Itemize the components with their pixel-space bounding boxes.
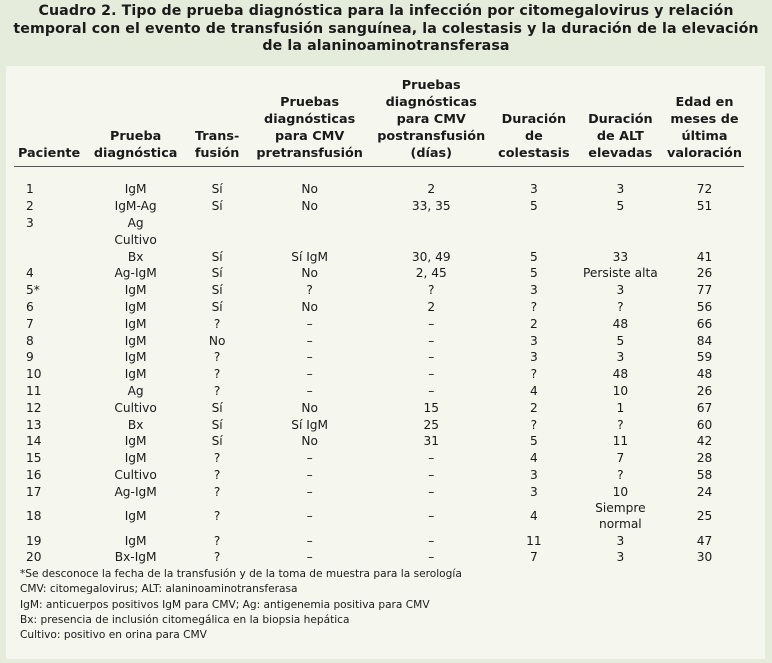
footnotes: [20, 567, 720, 643]
cell-post: –: [428, 451, 435, 466]
cell-alt: 10: [612, 383, 629, 398]
cell-edad: 30: [696, 550, 713, 565]
table-row: [14, 231, 744, 248]
table-row: [14, 416, 744, 433]
table-panel: [6, 66, 765, 659]
cell-alt: 48: [612, 316, 629, 331]
cell-edad: 84: [696, 333, 713, 348]
cell-alt: 3: [616, 550, 625, 565]
table-row: [14, 299, 744, 316]
table-row: [14, 315, 744, 332]
table-row: [14, 467, 744, 484]
cell-edad: [665, 231, 744, 248]
cell-transfusion: ?: [213, 451, 221, 466]
cell-post: –: [428, 484, 435, 499]
cell-edad: 42: [696, 434, 713, 449]
cell-transfusion: ?: [213, 484, 221, 499]
cell-prueba: Ag: [127, 383, 144, 398]
cell-prueba: IgM: [124, 509, 147, 524]
cell-colestasis: [492, 215, 576, 232]
cell-post: –: [428, 509, 435, 524]
cell-colestasis: 3: [530, 484, 538, 499]
cell-prueba: IgM: [124, 316, 147, 331]
cell-post: 33, 35: [411, 199, 451, 214]
cell-edad: 66: [696, 316, 713, 331]
cell-colestasis: 2: [530, 316, 538, 331]
cell-transfusion: Sí: [211, 266, 223, 281]
cell-alt: 5: [616, 333, 625, 348]
cell-edad: 51: [696, 199, 713, 214]
cell-paciente: 10: [26, 367, 42, 382]
cell-colestasis: ?: [530, 367, 538, 382]
cell-alt: 3: [616, 533, 625, 548]
cell-post: –: [428, 533, 435, 548]
cell-edad: 60: [696, 417, 713, 432]
cell-pre: No: [301, 266, 318, 281]
cell-transfusion: Sí: [211, 417, 223, 432]
cell-paciente: 3: [26, 215, 34, 230]
cell-paciente: 8: [26, 333, 34, 348]
cell-transfusion: ?: [213, 367, 221, 382]
cell-alt: [576, 215, 665, 232]
cell-colestasis: 3: [530, 467, 538, 482]
cell-colestasis: 5: [530, 249, 538, 264]
cell-edad: [665, 215, 744, 232]
cell-prueba: Bx: [127, 249, 144, 264]
cell-transfusion: ?: [213, 350, 221, 365]
table-row: [14, 399, 744, 416]
cell-alt: 5: [616, 199, 625, 214]
cell-paciente: 12: [26, 400, 42, 415]
col-header-paciente: Paciente: [18, 146, 81, 161]
cell-transfusion: ?: [213, 467, 221, 482]
cell-prueba: IgM: [124, 533, 147, 548]
cell-paciente: 5*: [26, 283, 40, 298]
cell-pre: –: [306, 533, 313, 548]
cell-prueba: Cultivo: [114, 400, 157, 415]
cell-transfusion: ?: [213, 550, 221, 565]
cell-colestasis: 3: [530, 350, 538, 365]
cell-edad: 77: [696, 283, 713, 298]
table-row: [14, 198, 744, 215]
cell-colestasis: 5: [530, 434, 538, 449]
cell-prueba: Ag-IgM: [114, 266, 157, 281]
cell-alt: ?: [617, 467, 624, 482]
cell-pre: Sí IgM: [291, 249, 329, 264]
cell-post: –: [428, 367, 435, 382]
cell-post: 30, 49: [411, 249, 451, 264]
cell-prueba: Ag: [127, 215, 144, 230]
cell-transfusion: [185, 231, 248, 248]
cell-paciente: 9: [26, 350, 34, 365]
table-row: [14, 549, 744, 566]
cell-paciente: 11: [26, 383, 42, 398]
cell-alt: 11: [612, 434, 629, 449]
cell-pre: No: [301, 400, 318, 415]
cell-alt: Persiste alta: [582, 266, 658, 281]
cell-paciente: 17: [26, 484, 42, 499]
cell-paciente: 7: [26, 316, 34, 331]
cell-paciente: 14: [26, 434, 42, 449]
cell-pre: ?: [306, 283, 313, 298]
cell-prueba: IgM: [124, 434, 147, 449]
cell-pre: No: [301, 434, 318, 449]
cell-alt: 3: [616, 283, 625, 298]
cell-colestasis: 5: [530, 266, 538, 281]
cell-edad: 72: [696, 182, 713, 197]
table-row: [14, 265, 744, 282]
cell-paciente: 1: [26, 182, 34, 197]
cell-transfusion: No: [208, 333, 226, 348]
cell-pre: –: [306, 550, 313, 565]
cell-alt: 3: [616, 182, 625, 197]
col-header-colestasis: Duración de colestasis: [498, 112, 570, 161]
table-row: [14, 483, 744, 500]
cell-alt: 48: [612, 367, 629, 382]
cell-post: –: [428, 550, 435, 565]
cell-alt: ?: [617, 299, 624, 314]
cell-pre: –: [306, 509, 313, 524]
cell-post: [370, 231, 492, 248]
cell-edad: 48: [696, 367, 713, 382]
cell-prueba: IgM-Ag: [114, 199, 157, 214]
col-header-prueba: Prueba diagnóstica: [93, 129, 178, 161]
cell-pre: –: [306, 333, 313, 348]
cell-post: –: [428, 467, 435, 482]
cell-post: 2: [427, 299, 436, 314]
cell-transfusion: Sí: [211, 283, 223, 298]
cell-post: –: [428, 350, 435, 365]
cell-alt: [576, 231, 665, 248]
col-header-post: Pruebas diagnósticas para CMV postransfusión (días): [377, 78, 486, 161]
cell-transfusion: ?: [213, 533, 221, 548]
footnote: CMV: citomegalovirus; ALT: alaninoaminotransferasa: [20, 583, 298, 596]
cell-pre: No: [301, 199, 318, 214]
cell-pre: –: [306, 350, 313, 365]
footnote: *Se desconoce la fecha de la transfusión y de la toma de muestra para la serología: [20, 568, 462, 580]
cell-post: 25: [423, 417, 439, 432]
cell-pre: Sí IgM: [291, 417, 329, 432]
cell-prueba: Ag-IgM: [114, 484, 157, 499]
cell-pre: –: [306, 484, 313, 499]
cell-colestasis: 3: [530, 333, 538, 348]
cell-prueba: IgM: [124, 283, 147, 298]
table-row: [14, 366, 744, 383]
footnote: IgM: anticuerpos positivos IgM para CMV; Ag: antigenemia positiva para CMV: [20, 598, 430, 611]
cell-transfusion: Sí: [211, 182, 223, 197]
cell-alt: ?: [617, 417, 624, 432]
cell-transfusion: ?: [213, 383, 221, 398]
cell-prueba: Cultivo: [114, 232, 157, 247]
cell-post: –: [428, 333, 435, 348]
cell-pre: [249, 231, 371, 248]
cell-transfusion: Sí: [211, 299, 223, 314]
col-header-transfusion: Trans-fusión: [194, 129, 240, 161]
cell-transfusion: ?: [213, 316, 221, 331]
cell-paciente: [14, 231, 86, 248]
table-row: [14, 349, 744, 366]
footnote: Bx: presencia de inclusión citomegálica en la biopsia hepática: [20, 613, 350, 626]
cell-alt: 10: [612, 484, 629, 499]
cell-prueba: IgM: [124, 299, 147, 314]
cell-colestasis: 11: [526, 533, 542, 548]
cell-alt: 1: [616, 400, 625, 415]
cell-colestasis: 4: [530, 509, 538, 524]
table-row: [14, 450, 744, 467]
cell-edad: 28: [696, 451, 713, 466]
cell-edad: 25: [696, 509, 713, 524]
cell-paciente: 16: [26, 467, 42, 482]
cell-alt: 3: [616, 350, 625, 365]
cell-colestasis: 5: [530, 199, 538, 214]
cell-prueba: IgM: [124, 350, 147, 365]
cell-edad: 26: [696, 266, 713, 281]
col-header-edad: Edad en meses de última valoración: [666, 95, 742, 161]
cell-edad: 47: [696, 533, 713, 548]
cell-prueba: IgM: [124, 182, 147, 197]
cell-pre: –: [306, 367, 313, 382]
cell-edad: 67: [696, 400, 713, 415]
table-row: [14, 167, 744, 198]
cell-colestasis: [492, 231, 576, 248]
cell-colestasis: 2: [530, 400, 538, 415]
cell-post: 2, 45: [415, 266, 447, 281]
cell-transfusion: ?: [213, 509, 221, 524]
cell-alt: 7: [616, 451, 625, 466]
table-row: [14, 248, 744, 265]
table-row: [14, 282, 744, 299]
table-row: [14, 433, 744, 450]
cell-pre: –: [306, 467, 313, 482]
col-header-pre: Pruebas diagnósticas para CMV pretransfusión: [256, 95, 363, 161]
cell-post: ?: [428, 283, 435, 298]
col-header-alt: Duración de ALT elevadas: [588, 112, 653, 161]
cell-post: [370, 215, 492, 232]
table-row: [14, 383, 744, 400]
cell-post: 2: [427, 182, 436, 197]
cell-pre: –: [306, 383, 313, 398]
table-row: [14, 500, 744, 532]
cell-transfusion: Sí: [211, 199, 223, 214]
cell-transfusion: Sí: [211, 249, 223, 264]
table-caption: Cuadro 2. Tipo de prueba diagnóstica para la infección por citomegalovirus y relación temporal con el evento de transfusión sanguínea, la colestasis y la duración de la elevación de la alaninoaminotransferasa: [13, 3, 759, 54]
cell-prueba: IgM: [124, 451, 147, 466]
cell-colestasis: 4: [530, 383, 538, 398]
table-row: [14, 215, 744, 232]
cell-paciente: [14, 248, 86, 265]
cell-pre: No: [301, 299, 318, 314]
header-row: [14, 77, 744, 167]
cell-prueba: IgM: [124, 367, 147, 382]
cell-edad: 41: [696, 249, 713, 264]
cell-paciente: 20: [26, 550, 42, 565]
cell-alt: 33: [612, 249, 629, 264]
cell-colestasis: 4: [530, 451, 538, 466]
cell-paciente: 15: [26, 451, 42, 466]
cell-paciente: 18: [26, 509, 42, 524]
cell-post: 15: [423, 400, 439, 415]
table-body: [14, 167, 744, 566]
table-row: [14, 532, 744, 549]
table-row: [14, 332, 744, 349]
cell-transfusion: Sí: [211, 400, 223, 415]
cell-pre: –: [306, 451, 313, 466]
cell-prueba: Cultivo: [114, 467, 157, 482]
cell-post: 31: [423, 434, 439, 449]
cell-paciente: 6: [26, 299, 34, 314]
cell-colestasis: ?: [530, 299, 538, 314]
cell-pre: –: [306, 316, 313, 331]
cell-colestasis: 3: [530, 283, 538, 298]
cell-pre: No: [301, 182, 318, 197]
cell-colestasis: ?: [530, 417, 538, 432]
cell-prueba: IgM: [124, 333, 147, 348]
cell-paciente: 4: [26, 266, 34, 281]
cell-alt: Siempre normal: [595, 501, 646, 532]
cell-paciente: 19: [26, 533, 42, 548]
cell-colestasis: 3: [530, 182, 538, 197]
cell-edad: 26: [696, 383, 713, 398]
cell-post: –: [428, 316, 435, 331]
cell-edad: 56: [696, 299, 713, 314]
footnote: Cultivo: positivo en orina para CMV: [20, 629, 207, 642]
cell-pre: [249, 215, 371, 232]
cell-edad: 58: [696, 467, 713, 482]
cell-edad: 24: [696, 484, 713, 499]
cell-colestasis: 7: [530, 550, 538, 565]
cell-edad: 59: [696, 350, 713, 365]
cell-transfusion: Sí: [211, 434, 223, 449]
cell-paciente: 13: [26, 417, 42, 432]
cell-paciente: 2: [26, 199, 34, 214]
cell-transfusion: [185, 215, 248, 232]
cell-prueba: Bx: [127, 417, 144, 432]
patients-table: [14, 77, 744, 566]
cell-prueba: Bx-IgM: [114, 550, 157, 565]
cell-post: –: [428, 383, 435, 398]
